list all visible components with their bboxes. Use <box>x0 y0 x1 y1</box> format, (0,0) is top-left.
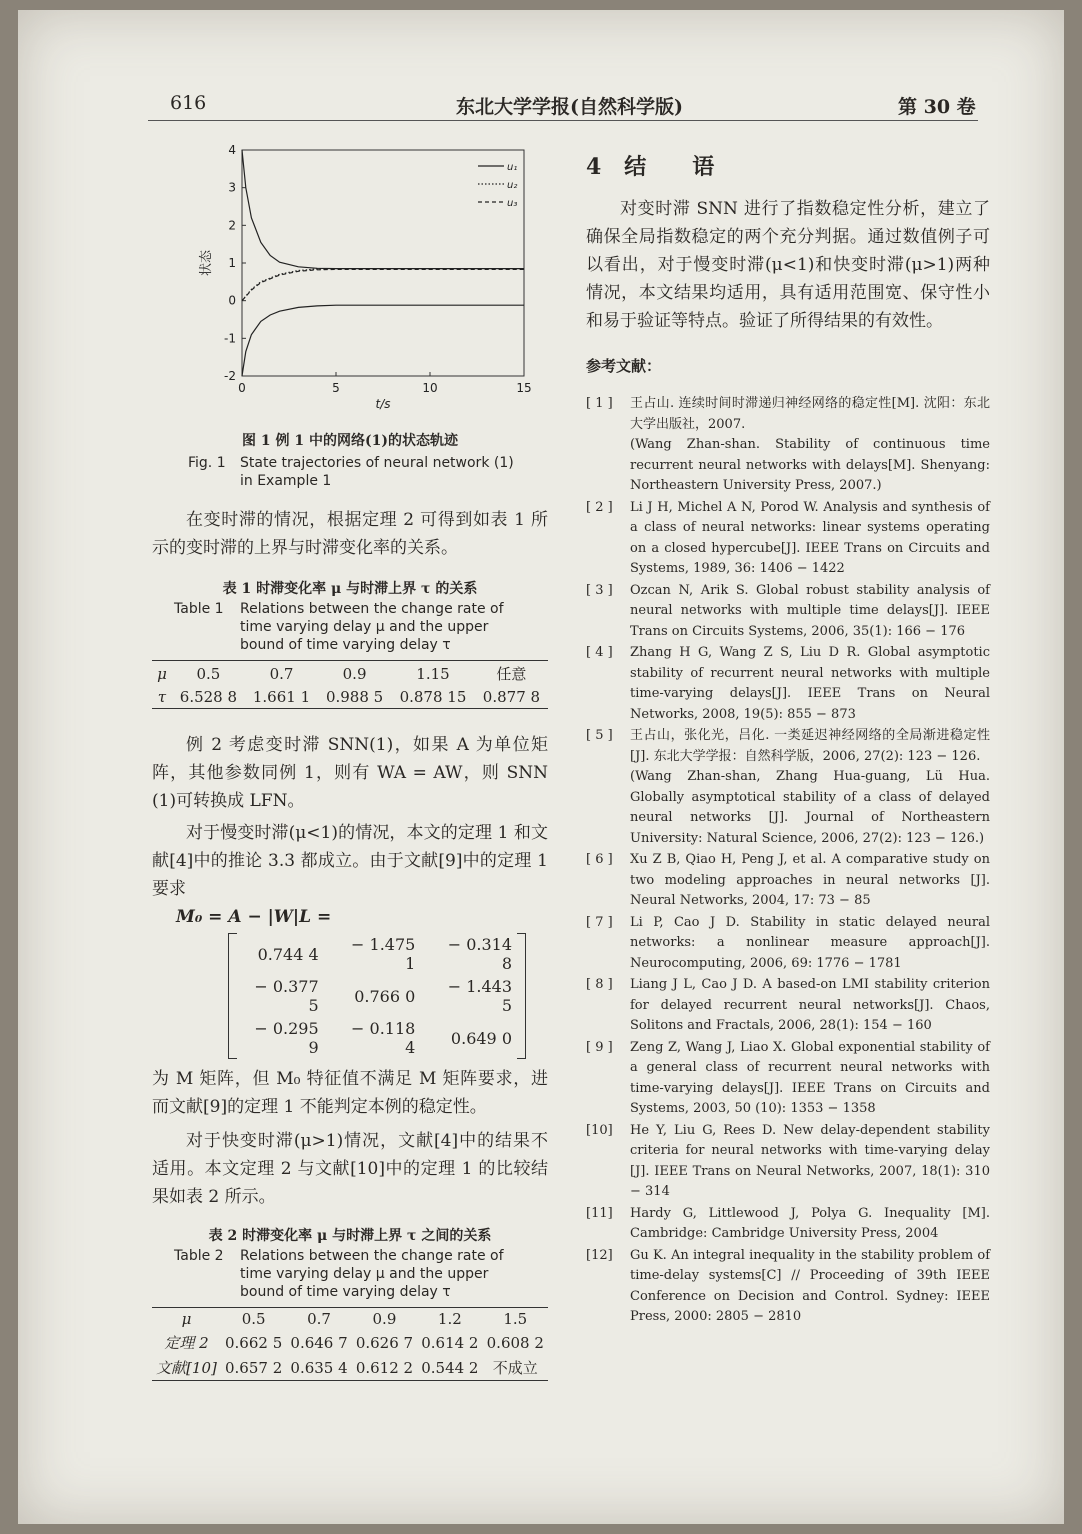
reference-number: [ 3 ] <box>586 582 613 598</box>
reference-number: [ 9 ] <box>586 1039 613 1055</box>
paragraph-table1-intro: 在变时滞的情况，根据定理 2 可得到如表 1 所示的变时滞的上界与时滞变化率的关系。 <box>152 510 548 558</box>
matrix-cell: − 0.295 9 <box>254 1019 319 1057</box>
reference-number: [11] <box>586 1205 613 1221</box>
table-1-cell: 0.878 15 <box>391 686 475 709</box>
reference-main: Zhang H G, Wang Z S, Liu D R. Global asymptotic stability of recurrent neural networks with multiple time-varying delays[J]. IEEE Trans on Neural Networks, 2008, 19(5): 855 − 873 <box>630 645 990 722</box>
reference-number: [10] <box>586 1122 613 1138</box>
reference-main: 王占山，张化光，吕化. 一类延迟神经网络的全局渐进稳定性[J]. 东北大学学报：自然科学版，2006, 27(2): 123 − 126. <box>630 728 990 764</box>
legend-label: u₁ <box>507 162 518 173</box>
table-2-row <box>152 1355 548 1381</box>
reference-item <box>586 913 990 975</box>
matrix-row <box>236 1017 526 1059</box>
matrix-cell: − 0.118 4 <box>351 1019 416 1057</box>
figure-1-caption-text: State trajectories of neural network (1) in Example 1 <box>240 455 514 489</box>
reference-main: He Y, Liu G, Rees D. New delay-dependent stability criteria for neural networks with time-varying delay [J]. IEEE Trans on Neural Networks, 2007, 18(1): 310 − 314 <box>630 1122 990 1199</box>
figure-1-caption-cn: 图 1 例 1 中的网络(1)的状态轨迹 <box>242 433 458 449</box>
table-1-cell: τ <box>152 686 172 709</box>
reference-text <box>630 643 990 725</box>
table-1-cell: 0.9 <box>318 661 391 687</box>
reference-item <box>586 726 990 849</box>
volume-label: 第 30 卷 <box>898 96 976 118</box>
right-column <box>586 150 990 1329</box>
left-column <box>152 140 548 1381</box>
reference-number: [12] <box>586 1247 613 1263</box>
matrix-right-bracket <box>517 933 526 1059</box>
y-tick-label: -1 <box>224 331 236 346</box>
reference-text <box>630 1121 990 1203</box>
table-2-cell: 文献[10] <box>152 1355 221 1381</box>
table-2-row <box>152 1330 548 1355</box>
conclusion-text: 对变时滞 SNN 进行了指数稳定性分析，建立了确保全局指数稳定的两个充分判据。通过数值例子可以看出，对于慢变时滞(μ<1)和快变时滞(μ>1)两种情况，本文结果均适用，具有适用范围宽、保守性小和易于验证等特点。验证了所得结果的有效性。 <box>586 199 990 331</box>
reference-text <box>630 726 990 849</box>
reference-item <box>586 975 990 1037</box>
references-title: 参考文献： <box>586 357 662 375</box>
reference-item <box>586 1038 990 1120</box>
matrix-cell: 0.744 4 <box>257 944 319 964</box>
reference-main: Liang J L, Cao J D. A based-on LMI stability criterion for delayed recurrent neural networks[J]. Chaos, Solitons and Fractals, 2006, 28(1): 154 − 160 <box>630 977 990 1033</box>
matrix-cell: − 0.314 8 <box>447 935 512 973</box>
reference-number: [ 8 ] <box>586 977 613 992</box>
table-1-caption-en <box>174 600 534 654</box>
x-tick-label: 5 <box>332 381 340 395</box>
table-1-caption-text: Relations between the change rate of time varying delay μ and the upper bound of time varying delay τ <box>240 601 504 653</box>
journal-title: 东北大学学报(自然科学版) <box>456 96 683 118</box>
reference-text <box>630 1246 990 1328</box>
paragraph-slow-delay: 对于慢变时滞(μ<1)的情况，本文的定理 1 和文献[4]中的推论 3.3 都成立。由于文献[9]中的定理 1 要求 <box>152 823 548 899</box>
matrix <box>236 933 526 1059</box>
table-2-cell: 0.608 2 <box>486 1333 544 1352</box>
figure-1-chart <box>152 140 548 420</box>
paragraph-m-matrix: 为 M 矩阵，但 M₀ 特征值不满足 M 矩阵要求，进而文献[9]的定理 1 不能判定本例的稳定性。 <box>152 1069 548 1117</box>
paragraph-example2: 例 2 考虑变时滞 SNN(1)，如果 A 为单位矩阵，其他参数同例 1，则有 WA = AW，则 SNN (1)可转换成 LFN。 <box>152 735 548 811</box>
reference-number: [ 6 ] <box>586 852 613 867</box>
table-1-label: Table 1 <box>174 601 224 617</box>
table-1-cell: 0.7 <box>245 661 318 687</box>
table-2-cell: 0.646 7 <box>290 1333 348 1352</box>
y-tick-label: -2 <box>224 369 236 383</box>
reference-main: Li P, Cao J D. Stability in static delayed neural networks: a nonlinear measure approach[J]. Neurocomputing, 2006, 69: 1776 − 1781 <box>630 914 990 971</box>
reference-main: Zeng Z, Wang J, Liao X. Global exponential stability of a general class of recurrent neural networks with time-varying delays[J]. IEEE Trans on Circuits and Systems, 2003, 50 (10): 1353 − 1358 <box>630 1039 990 1116</box>
table-2-cell: 0.662 5 <box>225 1333 283 1352</box>
reference-main: Ozcan N, Arik S. Global robust stability analysis of neural networks with multiple time delays[J]. IEEE Trans on Circuits Systems, 2006, 35(1): 166 − 176 <box>630 582 990 639</box>
reference-number: [ 5 ] <box>586 728 613 743</box>
x-tick-label: 0 <box>238 381 246 395</box>
table-2 <box>152 1307 548 1381</box>
table-1-cell: 1.661 1 <box>245 686 318 709</box>
matrix-cell: 0.649 0 <box>450 1028 512 1048</box>
y-tick-label: 0 <box>228 293 236 308</box>
table-2-cell: 0.9 <box>352 1308 417 1331</box>
page-number: 616 <box>170 92 207 114</box>
reference-text <box>630 394 990 497</box>
table-2-cell: 1.2 <box>417 1308 482 1331</box>
matrix-cell: − 1.475 1 <box>351 935 416 973</box>
y-tick-label: 2 <box>228 218 236 233</box>
x-tick-label: 10 <box>422 381 438 395</box>
table-1-row <box>152 661 548 687</box>
reference-number: [ 7 ] <box>586 914 613 930</box>
table-2-row <box>152 1308 548 1331</box>
figure-1-label: Fig. 1 <box>188 455 226 471</box>
legend-label: u₃ <box>507 198 518 209</box>
table-2-label: Table 2 <box>174 1248 224 1264</box>
table-2-cell: 0.626 7 <box>355 1333 414 1352</box>
journal-page <box>18 10 1064 1524</box>
paragraph-fast-delay: 对于快变时滞(μ>1)情况，文献[4]中的结果不适用。本文定理 2 与文献[10]中的定理 1 的比较结果如表 2 所示。 <box>152 1131 548 1207</box>
table-2-cell: μ <box>152 1308 221 1331</box>
table-2-cell: 不成立 <box>483 1355 548 1381</box>
reference-text <box>630 975 990 1037</box>
table-2-cell: 0.5 <box>221 1308 286 1331</box>
series-line-u2 <box>242 269 524 301</box>
y-tick-label: 1 <box>228 256 236 270</box>
figure-1-caption-en <box>188 454 518 490</box>
table-1-cell: μ <box>152 661 172 687</box>
matrix-left-bracket <box>228 933 237 1059</box>
matrix-cell: 0.766 0 <box>354 986 416 1006</box>
x-axis-label: t/s <box>375 397 391 411</box>
reference-text <box>630 498 990 580</box>
matrix-row <box>236 933 526 975</box>
y-tick-label: 3 <box>228 180 236 195</box>
reference-text <box>630 850 990 912</box>
reference-item <box>586 1121 990 1203</box>
table-1 <box>152 660 548 709</box>
series-line-u3b <box>242 269 524 300</box>
equation-m0: M₀ = A − |W|L = <box>176 907 332 927</box>
reference-translation: (Wang Zhan-shan, Zhang Hua-guang, Lü Hua. Globally asymptotical stability of a class of delayed neural networks [J]. Journal of Northeastern University: Natural Science, 2006, 27(2): 123 − 126.) <box>630 769 990 846</box>
reference-main: Hardy G, Littlewood J, Polya G. Inequality [M]. Cambridge: Cambridge University Press, 2004 <box>630 1205 990 1241</box>
table-1-cell: 0.877 8 <box>475 686 548 709</box>
reference-item <box>586 394 990 497</box>
reference-text <box>630 913 990 975</box>
table-2-caption-text: Relations between the change rate of time varying delay μ and the upper bound of time varying delay τ <box>240 1248 504 1300</box>
table-1-cell: 任意 <box>475 661 548 687</box>
table-1-cell: 0.988 5 <box>318 686 391 709</box>
reference-item <box>586 850 990 912</box>
reference-item <box>586 1204 990 1245</box>
table-1-cell: 6.528 8 <box>172 686 245 709</box>
reference-item <box>586 643 990 725</box>
series-line-u3 <box>242 305 524 376</box>
reference-main: 王占山. 连续时间时滞递归神经网络的稳定性[M]. 沈阳：东北大学出版社，2007. <box>630 396 990 432</box>
header-rule <box>148 120 978 121</box>
reference-main: Gu K. An integral inequality in the stability problem of time-delay systems[C] // Proceeding of 39th IEEE Conference on Decision and Control. Sydney: IEEE Press, 2000: 2805 − 2810 <box>630 1247 990 1324</box>
table-2-cell: 0.657 2 <box>221 1355 286 1381</box>
table-1-cell: 0.5 <box>172 661 245 687</box>
section-title: 4 结 语 <box>586 154 715 180</box>
table-2-cell: 0.612 2 <box>352 1355 417 1381</box>
reference-item <box>586 581 990 643</box>
reference-text <box>630 1204 990 1245</box>
matrix-block <box>228 933 526 1059</box>
reference-item <box>586 1246 990 1328</box>
y-axis-label: 状态 <box>199 249 214 277</box>
reference-main: Li J H, Michel A N, Porod W. Analysis and synthesis of a class of neural networks: linear systems operating on a closed hypercube[J]. IEEE Trans on Circuits and Systems, 1989, 36: 1406 − 1422 <box>630 499 990 576</box>
table-2-cell: 定理 2 <box>164 1334 209 1352</box>
reference-item <box>586 498 990 580</box>
table-2-cell: 0.614 2 <box>421 1333 479 1352</box>
table-2-caption-en <box>174 1247 534 1301</box>
table-2-cell: 0.544 2 <box>417 1355 482 1381</box>
reference-main: Xu Z B, Qiao H, Peng J, et al. A comparative study on two modeling approaches in neural networks [J]. Neural Networks, 2004, 17: 73 − 85 <box>630 852 990 908</box>
table-2-cell: 1.5 <box>483 1308 548 1331</box>
matrix-cell: − 1.443 5 <box>447 977 512 1015</box>
table-2-caption-cn: 表 2 时滞变化率 μ 与时滞上界 τ 之间的关系 <box>208 1228 492 1244</box>
reference-number: [ 2 ] <box>586 499 613 515</box>
x-tick-label: 15 <box>516 381 532 395</box>
reference-translation: (Wang Zhan-shan. Stability of continuous time recurrent neural networks with delays[M]. Shenyang: Northeastern University Press, 2007.) <box>630 437 990 493</box>
table-2-cell: 0.7 <box>286 1308 351 1331</box>
reference-text <box>630 581 990 643</box>
matrix-row <box>236 975 526 1017</box>
reference-number: [ 1 ] <box>586 396 613 411</box>
table-1-row <box>152 686 548 709</box>
legend-label: u₂ <box>507 180 518 191</box>
reference-number: [ 4 ] <box>586 645 613 660</box>
table-2-cell: 0.635 4 <box>286 1355 351 1381</box>
table-1-cell: 1.15 <box>391 661 475 687</box>
matrix-cell: − 0.377 5 <box>254 977 319 1015</box>
y-tick-label: 4 <box>228 143 236 157</box>
references-list <box>586 394 990 1328</box>
table-1-caption-cn: 表 1 时滞变化率 μ 与时滞上界 τ 的关系 <box>222 581 478 597</box>
reference-text <box>630 1038 990 1120</box>
series-line-u1 <box>242 150 524 269</box>
